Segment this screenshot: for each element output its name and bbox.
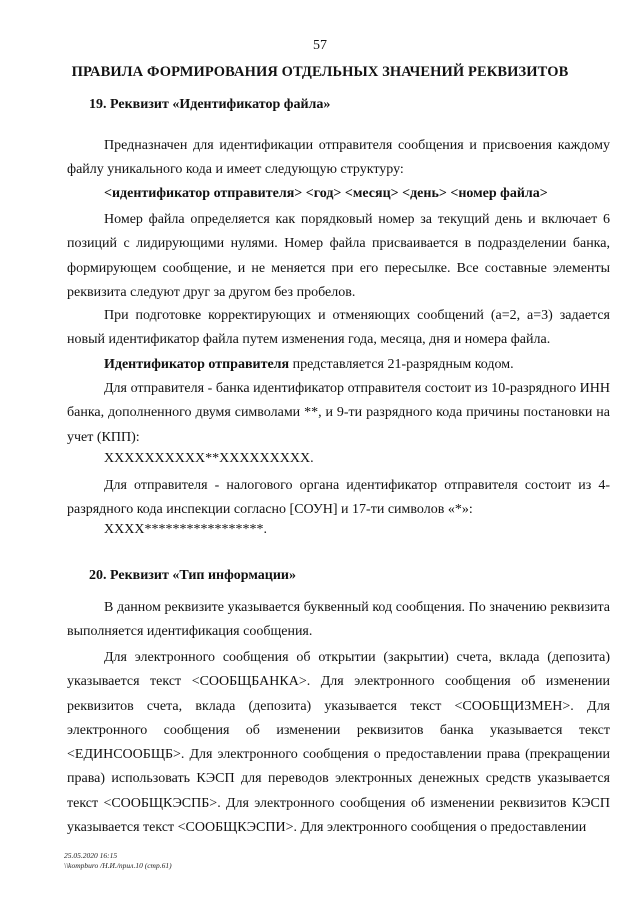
section-19-paragraph-2: Номер файла определяется как порядковый номер за текущий день и включает 6 позиций с лидирующими нулями. Номер файла присваивается в подразделении банка, формирующем сообщение, и не меняется при его пересылке. Все составные элементы реквизита следуют друг за другом без пробелов.	[67, 212, 610, 300]
section-20-heading: 20. Реквизит «Тип информации»	[89, 568, 296, 583]
footer-timestamp: 25.05.2020 16:15	[64, 851, 118, 860]
section-19-paragraph-4	[67, 353, 610, 377]
sender-id-desc: представляется 21-разрядным кодом.	[289, 357, 514, 372]
section-19-heading: 19. Реквизит «Идентификатор файла»	[89, 97, 331, 112]
section-19-paragraph-5: Для отправителя - банка идентификатор отправителя состоит из 10-разрядного ИНН банка, дополненного двумя символами **, и 9-ти разрядного кода причины постановки на учет (КПП):	[67, 381, 610, 445]
sender-id-term: Идентификатор отправителя	[104, 357, 290, 372]
footer-file-path: \\kompburo /Н.И./прил.10 (стр.61)	[64, 861, 172, 870]
section-19-paragraph-1: Предназначен для идентификации отправителя сообщения и присвоения каждому файлу уникального кода и имеет следующую структуру:	[67, 138, 610, 178]
tax-sender-id-format: XXXX*****************.	[104, 522, 267, 537]
page-number: 57	[313, 38, 327, 53]
section-20-paragraph-2: Для электронного сообщения об открытии (закрытии) счета, вклада (депозита) указывается текст <СООБЩБАНКА>. Для электронного сообщения об изменении реквизитов счета, вклада (депозита) указывается текст <СООБЩИЗМЕН>. Для электронного сообщения об изменении реквизитов банка указывается текст <ЕДИНСООБЩБ>. Для электронного сообщения о предоставлении права (прекращении права) использовать КЭСП для переводов электронных денежных средств указывается текст <СООБЩКЭСПБ>. Для электронного сообщения об изменении реквизитов КЭСП указывается текст <СООБЩКЭСПИ>. Для электронного сообщения о предоставлении	[67, 650, 610, 836]
section-19-paragraph-6: Для отправителя - налогового органа идентификатор отправителя состоит из 4-разрядного кода инспекции согласно [СОУН] и 17-ти символов «*»:	[67, 478, 610, 518]
section-19-structure: <идентификатор отправителя> <год> <месяц> <день> <номер файла>	[104, 186, 548, 201]
page-title: ПРАВИЛА ФОРМИРОВАНИЯ ОТДЕЛЬНЫХ ЗНАЧЕНИЙ РЕКВИЗИТОВ	[71, 64, 569, 80]
footer-stamp	[64, 851, 172, 871]
section-20-paragraph-1: В данном реквизите указывается буквенный код сообщения. По значению реквизита выполняется идентификация сообщения.	[67, 600, 610, 640]
bank-sender-id-format: XXXXXXXXXX**XXXXXXXXX.	[104, 451, 314, 466]
section-19-paragraph-3: При подготовке корректирующих и отменяющих сообщений (а=2, а=3) задается новый идентификатор файла путем изменения года, месяца, дня и номера файла.	[67, 308, 610, 348]
